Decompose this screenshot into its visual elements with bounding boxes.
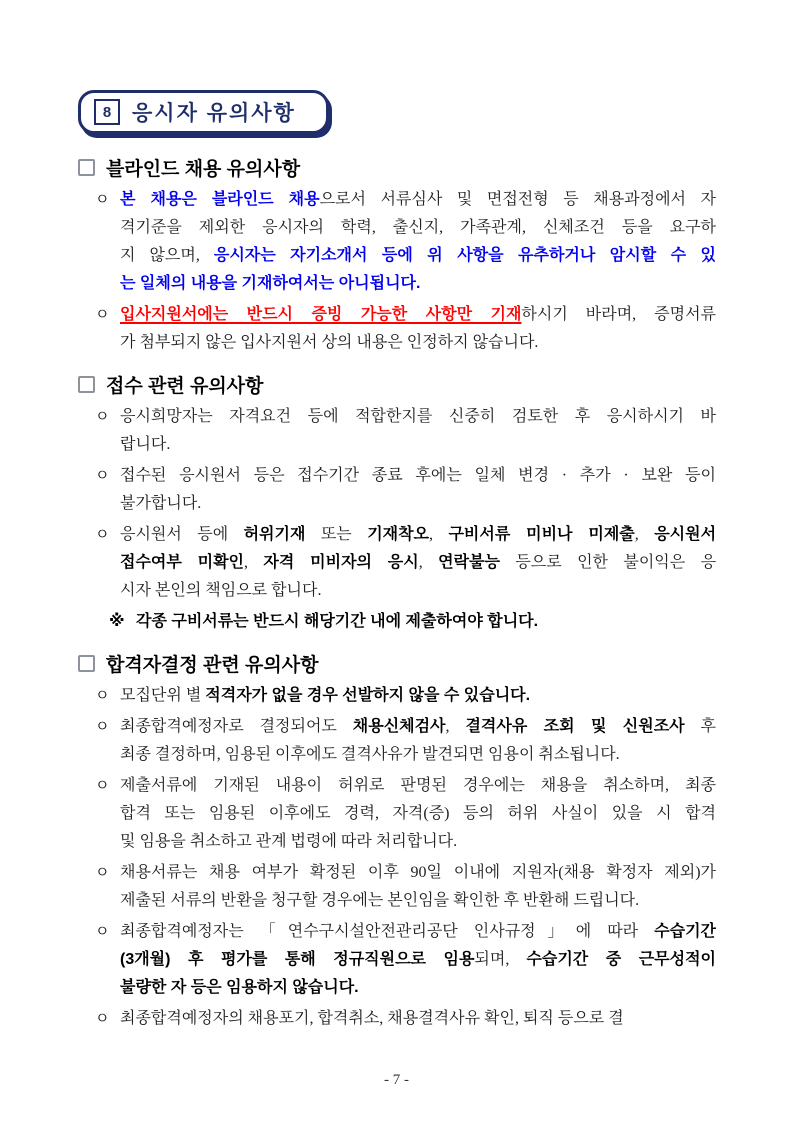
section-heading-text: 합격자결정 관련 유의사항 [106,655,319,676]
text-segment: 되며, [474,951,527,968]
text-line [120,186,716,214]
text-segment: 최종합격예정자로 결정되어도 [120,718,353,735]
text-line [120,214,716,242]
note-item [78,608,716,636]
text-segment: 입사지원서에는 반드시 증빙 가능한 사항만 기재 [120,306,522,323]
item-content [120,521,716,605]
bullet-marker: ㅇ [95,192,110,208]
text-segment: 본 채용은 블라인드 채용 [120,191,320,208]
text-line [120,828,716,856]
bullet-marker: ㅇ [95,409,110,425]
list-item [78,521,716,605]
text-segment: 후 [684,718,716,735]
text-segment: , [445,718,466,735]
text-segment: 모집단위 별 [120,687,206,704]
text-segment: 접수여부 미확인 [120,554,245,571]
item-content [120,1005,716,1033]
text-segment: , [429,526,449,543]
text-segment: 허위기재 [243,526,306,543]
list-item [78,713,716,769]
text-segment: 결격사유 조회 및 신원조사 [465,718,685,735]
text-line [120,682,716,710]
text-segment: 연락불능 [438,554,500,571]
item-content [120,403,716,459]
text-segment: , [244,554,264,571]
bullet-marker: ㅇ [95,688,110,704]
text-line [120,301,716,329]
section-heading [78,371,716,398]
text-line [120,772,716,800]
text-line [120,713,716,741]
item-content [120,462,716,518]
text-segment: 최종합격예정자의 채용포기, 합격취소, 채용결격사유 확인, 퇴직 등으로 결 [120,1010,624,1027]
bullet-marker: ㅇ [95,1011,110,1027]
text-segment: 또는 [305,526,368,543]
title-badge-row [78,90,716,134]
list-item [78,301,716,357]
text-segment: 기재착오 [367,526,430,543]
text-line [120,800,716,828]
text-segment: 불량한 자 등은 임용하지 않습니다. [120,979,359,996]
bullet-marker: ㅇ [95,778,110,794]
section-heading-text: 블라인드 채용 유의사항 [106,159,301,180]
section-heading [78,650,716,677]
text-segment: 각종 구비서류는 반드시 해당기간 내에 제출하여야 합니다. [136,613,539,630]
page-number: - 7 - [384,1072,409,1088]
bullet-marker: ㅇ [95,307,110,323]
list-item [78,772,716,856]
text-line [120,521,716,549]
text-line [120,242,716,270]
text-segment: 제출된 서류의 반환을 청구할 경우에는 본인임을 확인한 후 반환해 드립니다. [120,892,640,909]
section [78,371,716,636]
list-item [78,403,716,459]
text-segment: 응시원서 [654,526,717,543]
section [78,154,716,357]
text-segment: 등으로 인한 불이익은 응 [499,554,717,571]
section-heading [78,154,716,181]
text-segment: , [418,554,439,571]
list-item [78,859,716,915]
text-segment: 최종 결정하며, 임용된 이후에도 결격사유가 발견되면 임용이 취소됩니다. [120,746,620,763]
bullet-marker: ㅇ [95,865,110,881]
page-title: 응시자 유의사항 [132,102,296,125]
text-line [120,1005,716,1033]
text-segment: 접수된 응시원서 등은 접수기간 종료 후에는 일체 변경 · 추가 · 보완 등이 [120,467,716,484]
text-segment: 자격 미비자의 응시 [263,554,419,571]
text-line [120,403,716,431]
list-item [78,462,716,518]
bullet-marker: ㅇ [95,468,110,484]
text-line [120,329,716,357]
item-content [136,608,716,636]
text-segment: 제출서류에 기재된 내용이 허위로 판명된 경우에는 채용을 취소하며, 최종 [120,777,716,794]
text-line [120,549,716,577]
list-item [78,1005,716,1033]
text-segment: , [634,526,655,543]
text-segment: 합격 또는 임용된 이후에도 경력, 자격(증) 등의 허위 사실이 있을 시 합격 [120,805,716,822]
section-title-badge [78,90,329,134]
item-content [120,301,716,357]
square-bullet-icon [78,655,95,672]
item-content [120,713,716,769]
section [78,650,716,1033]
text-line [120,490,716,518]
text-line [136,608,716,636]
text-line [120,859,716,887]
item-content [120,186,716,298]
text-line [120,946,716,974]
text-segment: 적격자가 없을 경우 선발하지 않을 수 있습니다. [205,687,531,704]
bullet-marker: ㅇ [95,924,110,940]
item-content [120,918,716,1002]
sections [78,154,716,1033]
bullet-marker: ※ [109,613,125,630]
text-line [120,462,716,490]
text-segment: (3개월) 후 평가를 통해 정규직원으로 임용 [120,951,475,968]
square-bullet-icon [78,159,95,176]
text-segment: 으로서 서류심사 및 면접전형 등 채용과정에서 자 [319,191,716,208]
text-segment: 랍니다. [120,436,171,453]
text-line [120,887,716,915]
text-line [120,431,716,459]
text-line [120,974,716,1002]
square-bullet-icon [78,376,95,393]
bullet-marker: ㅇ [95,527,110,543]
section-number-box: 8 [94,99,120,125]
item-content [120,859,716,915]
text-line [120,741,716,769]
text-line [120,577,716,605]
text-segment: 응시자는 자기소개서 등에 위 사항을 유추하거나 암시할 수 있 [213,247,717,264]
text-segment: 채용서류는 채용 여부가 확정된 이후 90일 이내에 지원자(채용 확정자 제외)가 [120,864,716,881]
text-segment: 지 않으며, [120,247,214,264]
list-item [78,186,716,298]
text-segment: 수습기간 중 근무성적이 [526,951,716,968]
text-line [120,918,716,946]
text-segment: 및 임용을 취소하고 관계 법령에 따라 처리합니다. [120,833,458,850]
text-segment: 수습기간 [654,923,716,940]
text-segment: 최종합격예정자는 「연수구시설안전관리공단 인사규정」에 따라 [120,923,655,940]
text-segment: 시자 본인의 책임으로 합니다. [120,582,322,599]
list-item [78,682,716,710]
text-segment: 가 첨부되지 않은 입사지원서 상의 내용은 인정하지 않습니다. [120,334,539,351]
text-segment: 채용신체검사 [352,718,446,735]
item-content [120,772,716,856]
text-segment: 응시원서 등에 [120,526,244,543]
text-segment: 격기준을 제외한 응시자의 학력, 출신지, 가족관계, 신체조건 등을 요구하 [120,219,716,236]
text-segment: 구비서류 미비나 미제출 [448,526,635,543]
text-line [120,270,716,298]
text-segment: 하시기 바라며, 증명서류 [521,306,716,323]
list-item [78,918,716,1002]
section-heading-text: 접수 관련 유의사항 [106,376,264,397]
text-segment: 는 일체의 내용을 기재하여서는 아니됩니다. [120,275,421,292]
bullet-marker: ㅇ [95,719,110,735]
text-segment: 응시희망자는 자격요건 등에 적합한지를 신중히 검토한 후 응시하시기 바 [120,408,716,425]
text-segment: 불가합니다. [120,495,202,512]
item-content [120,682,716,710]
